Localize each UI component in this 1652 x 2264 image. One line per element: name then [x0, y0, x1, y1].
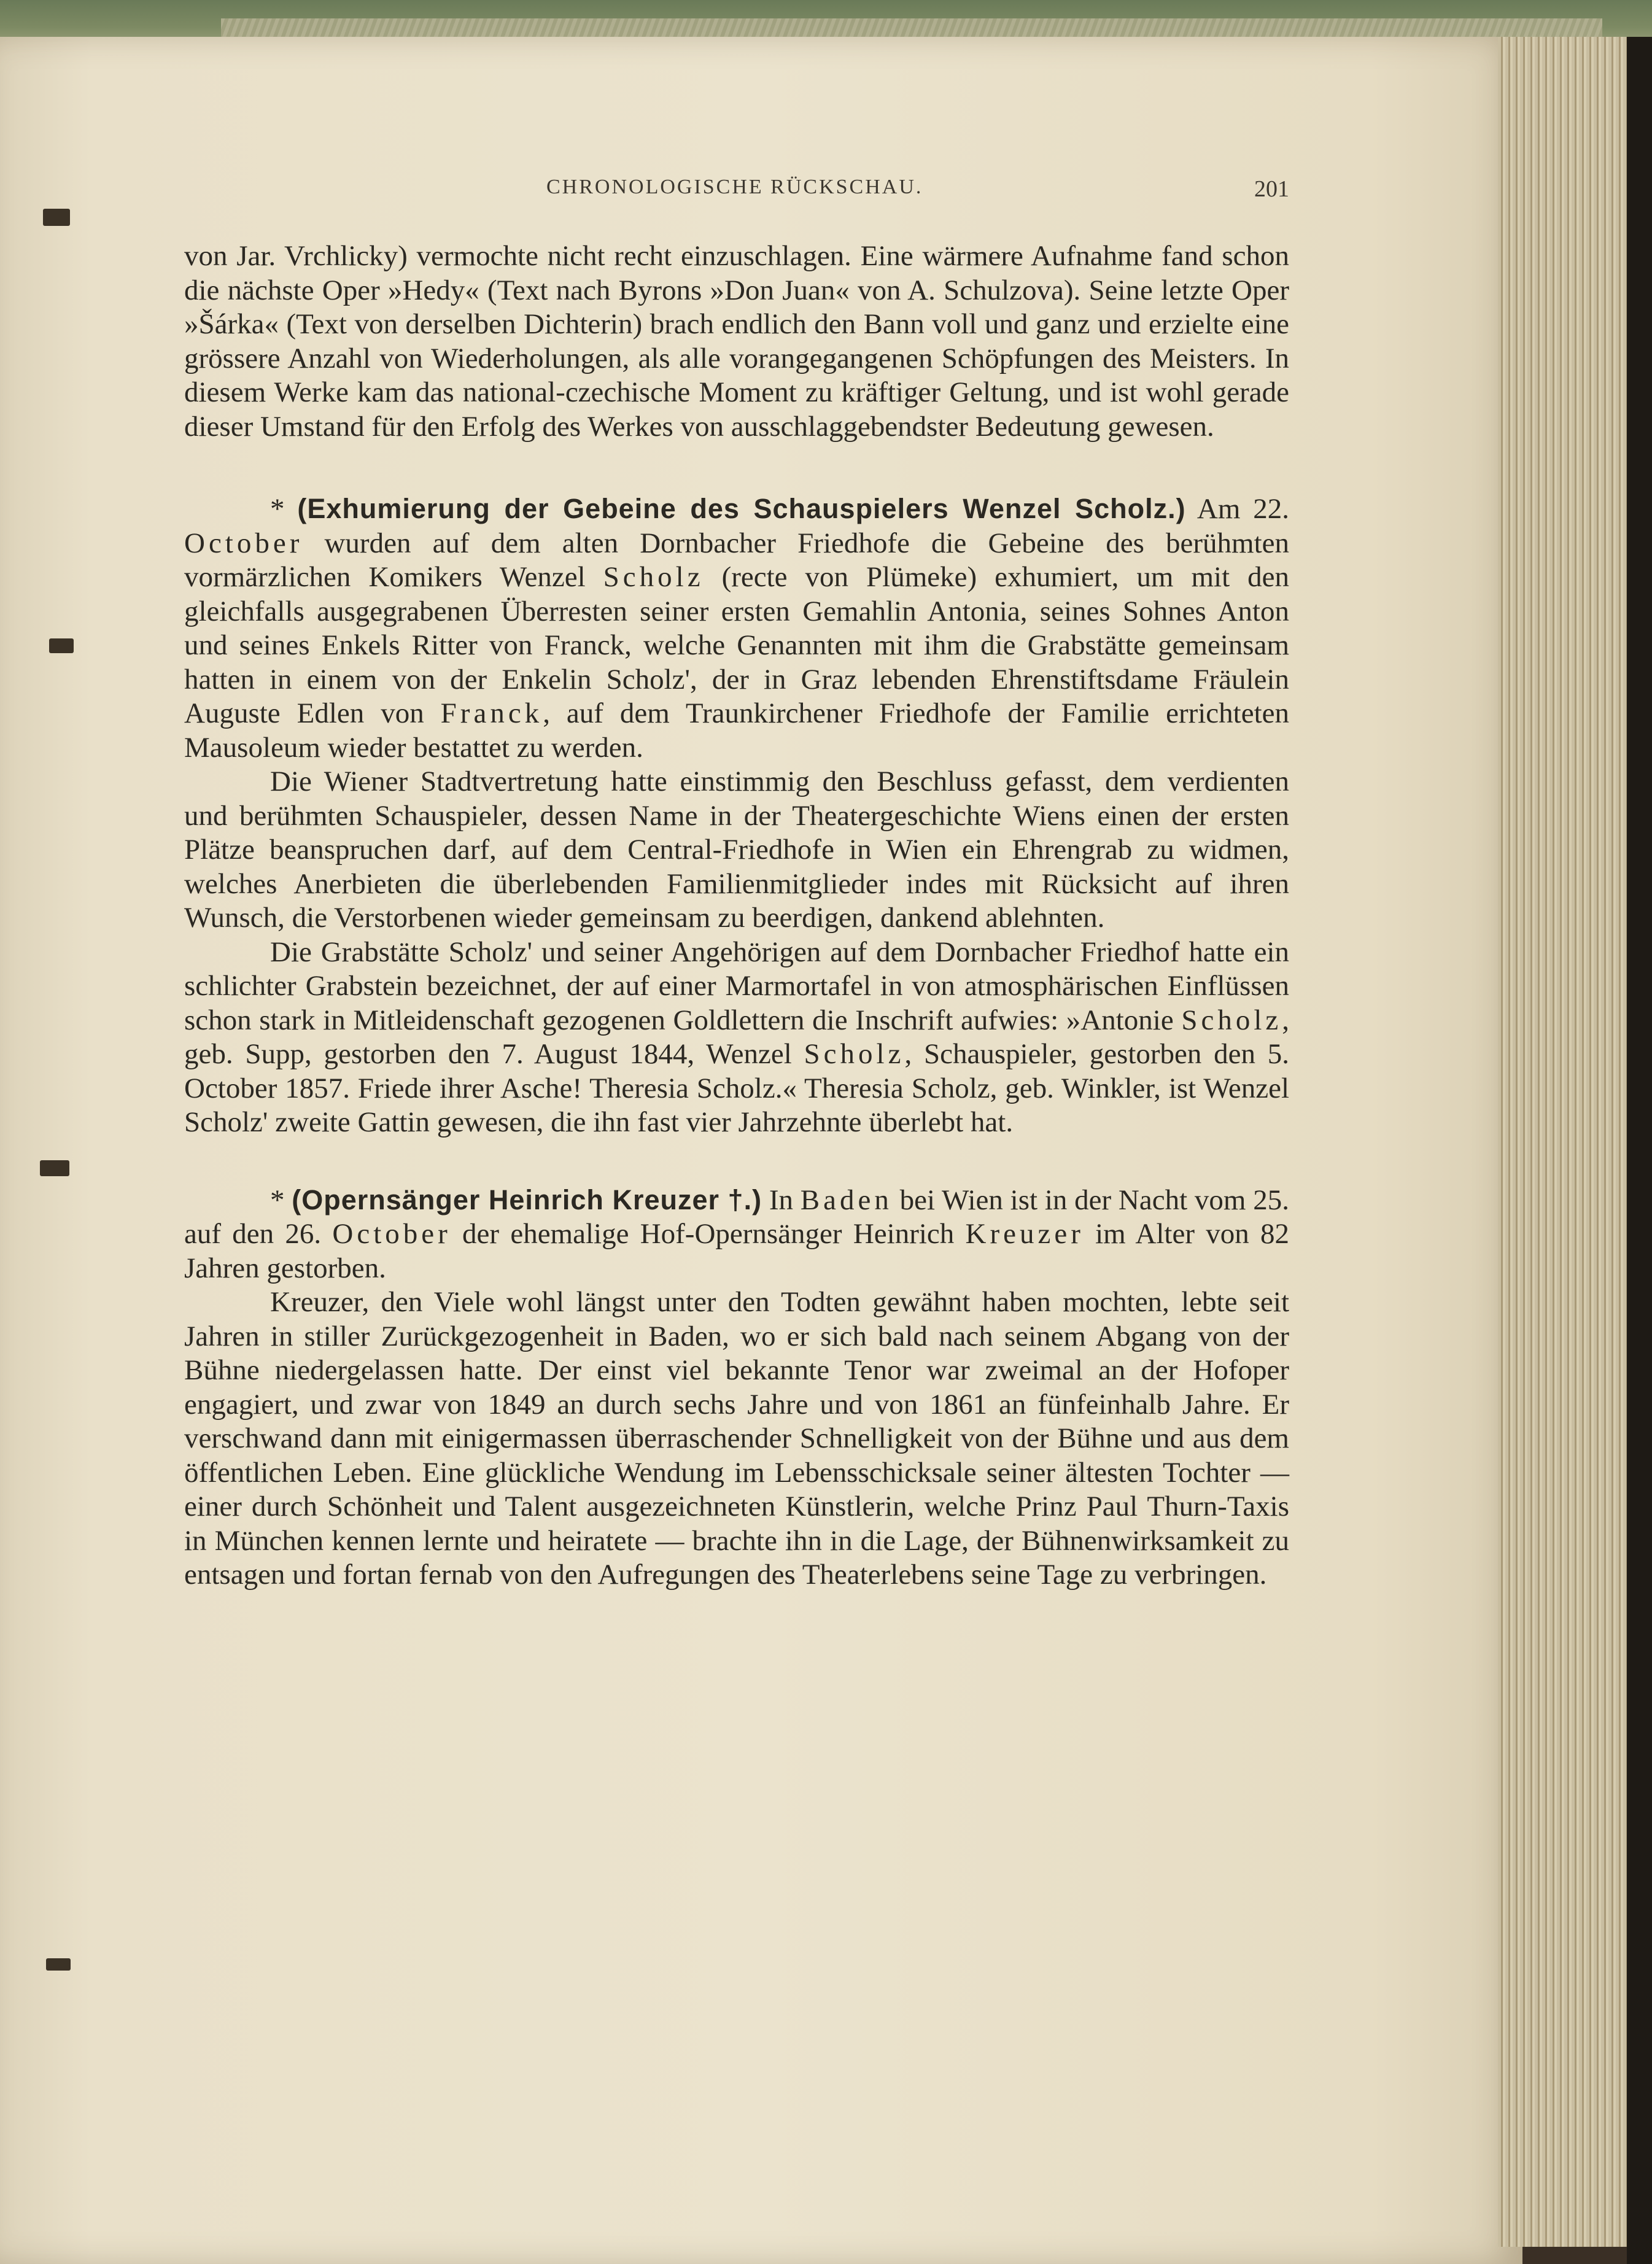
- text-run: im Alter von 82 Jahren gestorben.: [184, 1218, 1289, 1284]
- section-asterisk: *: [270, 1184, 292, 1216]
- spaced-place: Baden: [800, 1184, 893, 1216]
- section-scholz-intro: [184, 492, 1289, 765]
- text-run: In: [762, 1184, 801, 1216]
- text-run: , Schauspieler, gestorben den 5. October 1857. Friede ihrer Asche! Theresia Scholz.« Theresia Scholz, geb. Winkler, ist Wenzel Scholz' zweite Gattin gewesen, die ihn fast vier Jahrzehnte überlebt hat.: [184, 1038, 1289, 1138]
- edge-shadow: [1627, 37, 1652, 2264]
- section-exhumierung-scholz: [184, 492, 1289, 1140]
- binding-thread-mark: [49, 638, 74, 653]
- text-run: bei Wien ist in der Nacht vom 25. auf den 26.: [184, 1184, 1290, 1250]
- text-run: wurden auf dem alten Dornbacher Friedhofe die Gebeine des berühmten vormärzlichen Komikers Wenzel: [184, 527, 1289, 593]
- spaced-name: Kreuzer: [965, 1218, 1084, 1250]
- section-heading: (Exhumierung der Gebeine des Schauspielers Wenzel Scholz.): [297, 493, 1186, 524]
- running-header: [184, 176, 1289, 206]
- spaced-date: October: [332, 1218, 451, 1250]
- paragraph-grabstaette: [184, 936, 1289, 1140]
- page-number: 201: [1254, 176, 1289, 202]
- section-asterisk: *: [270, 493, 298, 525]
- page-edges: [1498, 37, 1627, 2247]
- paragraph-ehrengrab: Die Wiener Stadtvertretung hatte einstimmig den Beschluss gefasst, dem verdienten und berühmten Schauspieler, dessen Name in der Theatergeschichte Wiens einen der ersten Plätze beanspruchen darf, auf dem Central-Friedhofe in Wien ein Ehrengrab zu widmen, welches Anerbieten die überlebenden Familienmitglieder indes mit Rücksicht auf ihren Wunsch, die Verstorbenen wieder gemeinsam zu beerdigen, dankend ablehnten.: [184, 766, 1289, 934]
- spaced-name: Franck: [440, 697, 543, 729]
- text-run: , auf dem Traunkirchener Friedhofe der Familie errichteten Mausoleum wieder bestattet zu werden.: [184, 697, 1290, 764]
- page-body: [184, 239, 1289, 1592]
- section-spacer: [184, 444, 1289, 492]
- text-run: , geb. Supp, gestorben den 7. August 1844, Wenzel: [184, 1004, 1289, 1070]
- binding-thread-mark: [40, 1160, 69, 1176]
- text-run: Die Grabstätte Scholz' und seiner Angehörigen auf dem Dornbacher Friedhof hatte ein schlichter Grabstein bezeichnet, der auf einer Marmortafel in von atmosphärischen Einflüssen schon stark in Mitleidenschaft gezogenen Goldlettern die Inschrift aufwies: »Antonie: [184, 936, 1289, 1036]
- binding-thread-mark: [46, 1958, 71, 1971]
- text-run: Am 22.: [1185, 493, 1289, 525]
- spaced-name: Scholz: [603, 561, 704, 593]
- spaced-name: Scholz: [804, 1038, 905, 1070]
- running-title: CHRONOLOGISCHE RÜCKSCHAU.: [546, 176, 923, 198]
- section-kreuzer: [184, 1183, 1289, 1592]
- binding-thread-mark: [43, 209, 70, 226]
- text-run: (recte von Plümeke) exhumiert, um mit den gleichfalls ausgegrabenen Überresten seiner ersten Gemahlin Antonia, seines Sohnes Anton und seines Enkels Ritter von Franck, welche Genannten mit ihm die Grabstätte gemeinsam hatten in einem von der Enkelin Scholz', der in Graz lebenden Ehrenstiftsdame Fräulein Auguste Edlen von: [184, 561, 1289, 729]
- spaced-name: Scholz: [1181, 1004, 1282, 1036]
- section-spacer: [184, 1140, 1289, 1183]
- spaced-date: October: [184, 527, 303, 559]
- paragraph-vrchlicky-continuation: von Jar. Vrchlicky) vermochte nicht recht einzuschlagen. Eine wärmere Aufnahme fand schon die nächste Oper »Hedy« (Text nach Byrons »Don Juan« von A. Schulzova). Seine letzte Oper »Šárka« (Text von derselben Dichterin) brach endlich den Bann voll und ganz und erzielte eine grössere Anzahl von Wiederholungen, als alle vorangegangenen Schöpfungen des Meisters. In diesem Werke kam das national-czechische Moment zu kräftiger Geltung, und ist wohl gerade dieser Umstand für den Erfolg des Werkes von ausschlaggebendster Bedeutung gewesen.: [184, 240, 1289, 443]
- text-run: der ehemalige Hof-Opernsänger Heinrich: [451, 1218, 966, 1250]
- section-kreuzer-intro: [184, 1183, 1289, 1286]
- paragraph-kreuzer-biography: Kreuzer, den Viele wohl längst unter den Todten gewähnt haben mochten, lebte seit Jahren in stiller Zurückgezogenheit in Baden, wo er sich bald nach seinem Abgang von der Bühne niedergelassen hatte. Der einst viel bekannte Tenor war zweimal an der Hofoper engagiert, und zwar von 1849 an durch sechs Jahre und von 1861 an fünfeinhalb Jahre. Er verschwand dann mit einigermassen überraschender Schnelligkeit von der Bühne und aus dem öffentlichen Leben. Eine glückliche Wendung im Lebensschicksale seiner ältesten Tochter — einer durch Schönheit und Talent ausgezeichneten Künstlerin, welche Prinz Paul Thurn-Taxis in München kennen lernte und heiratete — brachte ihn in die Lage, der Bühnenwirksamkeit zu entsagen und fortan fernab von den Aufregungen des Theaterlebens seine Tage zu verbringen.: [184, 1286, 1289, 1591]
- section-heading: (Opernsänger Heinrich Kreuzer †.): [292, 1184, 762, 1215]
